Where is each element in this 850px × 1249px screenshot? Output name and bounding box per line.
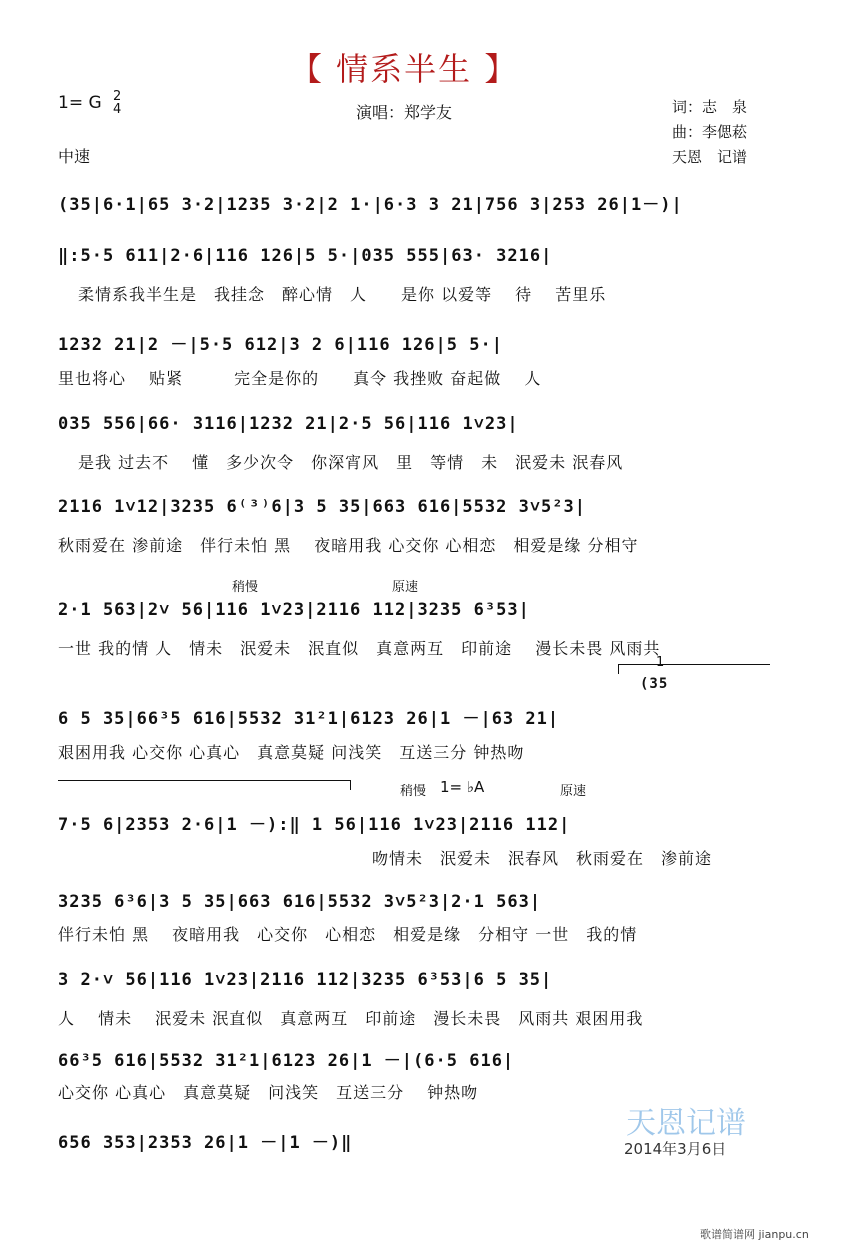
lyric-line-9: 伴行未怕 黑 夜暗用我 心交你 心相恋 相爱是缘 分相守 一世 我的情	[58, 925, 638, 944]
notation-line-1: (35|6·1|65 3·2|1235 3·2|2 1·|6·3 3 21|756 3|253 26|1－)|	[58, 195, 683, 215]
volta-pickup: (35	[640, 676, 669, 692]
notation-line-4: 035 556|66· 3116|1232 21|2·5 56|116 1˅23|	[58, 414, 519, 434]
volta-bracket-end	[618, 664, 619, 674]
lyricist-credit: 词：志 泉	[672, 98, 748, 116]
original-tempo-marking-2: 原速	[560, 784, 587, 799]
time-numerator: 2	[113, 89, 122, 104]
volta-bracket-close	[350, 780, 351, 790]
lyric-line-2: 柔情系我半生是 我挂念 醉心情 人 是你 以爱等 待 苦里乐	[78, 285, 607, 304]
site-footer: 歌谱简谱网 jianpu.cn	[700, 1228, 809, 1241]
notation-line-2: ‖:5·5 611|2·6|116 126|5 5·|035 555|63· 3216|	[58, 246, 553, 266]
slower-marking: 稍慢	[232, 580, 259, 595]
slower-marking-2: 稍慢	[400, 784, 427, 799]
lyric-line-10: 人 情未 泯爱未 泯直似 真意两互 印前途 漫长未畏 风雨共 艰困用我	[58, 1009, 644, 1028]
notation-line-11: 66³5 616|5532 31²1|6123 26|1 －|(6·5 616|	[58, 1051, 515, 1071]
tempo-marking: 中速	[58, 147, 91, 166]
notation-line-9: 3235 6³6|3 5 35|663 616|5532 3˅5²3|2·1 563|	[58, 892, 542, 912]
volta-bracket	[618, 664, 770, 665]
original-tempo-marking: 原速	[392, 580, 419, 595]
lyric-line-5: 秋雨爱在 渗前途 伴行未怕 黑 夜暗用我 心交你 心相恋 相爱是缘 分相守	[58, 536, 639, 555]
transcriber-credit: 天恩 记谱	[672, 148, 748, 166]
lyric-line-8: 吻情未 泯爱未 泯春风 秋雨爱在 渗前途	[372, 849, 713, 868]
notation-line-8: 7·5 6|2353 2·6|1 －):‖ 1 56|116 1˅23|2116 112|	[58, 815, 571, 835]
notation-line-7: 6 5 35|66³5 616|5532 31²1|6123 26|1 －|63 21|	[58, 709, 560, 729]
notation-line-10: 3 2·˅ 56|116 1˅23|2116 112|3235 6³53|6 5 35|	[58, 970, 553, 990]
song-title: 【 情系半生 】	[290, 50, 519, 88]
lyric-line-6: 一世 我的情 人 情未 泯爱未 泯直似 真意两互 印前途 漫长未畏 风雨共	[58, 639, 661, 658]
key-change-marking: 1= ♭A	[440, 778, 485, 796]
composer-credit: 曲：李偲菘	[672, 123, 748, 141]
key-label: 1= G	[58, 93, 102, 113]
notation-line-12: 656 353|2353 26|1 －|1 －)‖	[58, 1133, 353, 1153]
lyric-line-7: 艰困用我 心交你 心真心 真意莫疑 问浅笑 互送三分 钟热吻	[58, 743, 525, 762]
transcription-date: 2014年3月6日	[624, 1140, 727, 1158]
time-signature	[113, 90, 121, 116]
notation-line-6: 2·1 563|2˅ 56|116 1˅23|2116 112|3235 6³53|	[58, 600, 530, 620]
singer-credit: 演唱：郑学友	[356, 103, 453, 122]
transcriber-watermark: 天恩记谱	[626, 1106, 746, 1141]
notation-line-3: 1232 21|2 －|5·5 612|3 2 6|116 126|5 5·|	[58, 335, 503, 355]
lyric-line-4: 是我 过去不 懂 多少次令 你深宵风 里 等情 未 泯爱未 泯春风	[78, 453, 624, 472]
lyric-line-3: 里也将心 贴紧 完全是你的 真令 我挫败 奋起做 人	[58, 369, 542, 388]
volta-bracket-continuation	[58, 780, 350, 781]
lyric-line-11: 心交你 心真心 真意莫疑 问浅笑 互送三分 钟热吻	[58, 1083, 479, 1102]
time-denominator: 4	[113, 102, 122, 117]
volta-number: 1	[656, 655, 665, 670]
notation-line-5: 2116 1˅12|3235 6⁽³⁾6|3 5 35|663 616|5532 3˅5²3|	[58, 497, 586, 517]
key-signature	[58, 90, 121, 116]
